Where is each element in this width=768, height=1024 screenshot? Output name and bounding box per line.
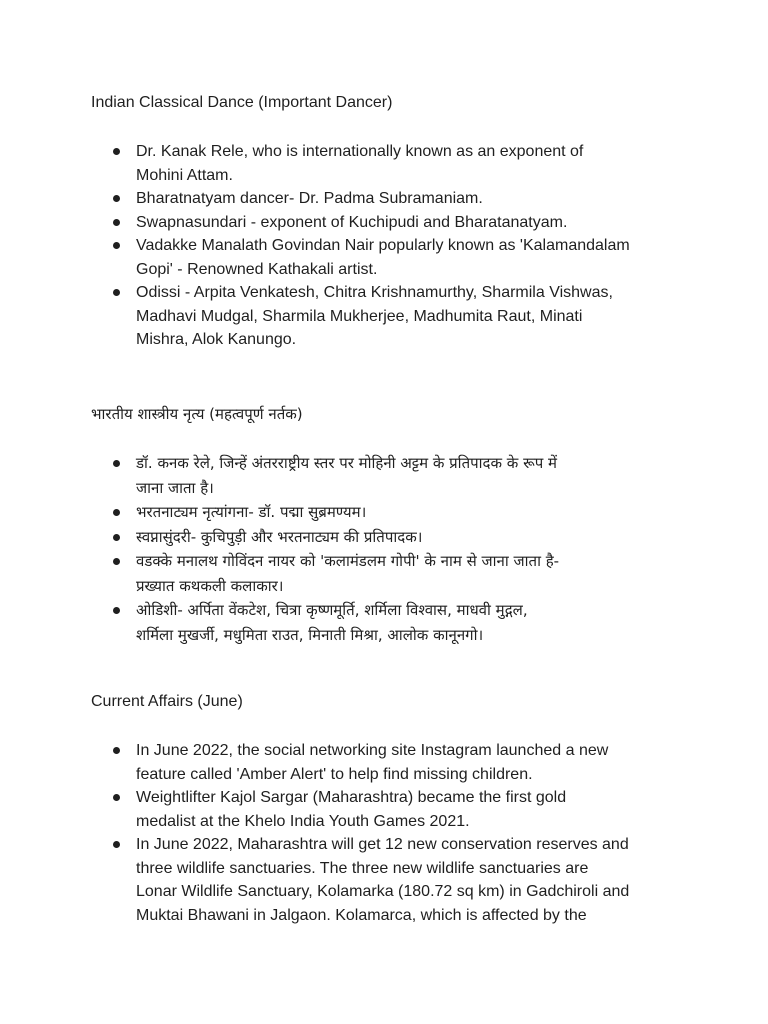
section-heading-dance-hindi: भारतीय शास्त्रीय नृत्य (महत्वपूर्ण नर्तक) xyxy=(91,405,303,423)
list-item-line: भरतनाट्यम नृत्यांगना- डॉ. पद्मा सुब्रमण्यम। xyxy=(136,503,367,521)
list-item-line: medalist at the Khelo India Youth Games 2021. xyxy=(136,812,470,830)
list-item-line: Dr. Kanak Rele, who is internationally known as an exponent of xyxy=(136,143,584,160)
list-item-line: डॉ. कनक रेले, जिन्हें अंतरराष्ट्रीय स्तर पर मोहिनी अट्टम के प्रतिपादक के रूप में xyxy=(136,454,557,472)
list-item-line: Vadakke Manalath Govindan Nair popularly known as 'Kalamandalam xyxy=(136,237,630,254)
list-item xyxy=(112,833,672,927)
list-item xyxy=(112,549,672,598)
list-item-line: three wildlife sanctuaries. The three new wildlife sanctuaries are xyxy=(136,859,589,877)
list-item xyxy=(112,234,672,281)
list-item-line: Mohini Attam. xyxy=(136,166,233,184)
list-item-line: Lonar Wildlife Sanctuary, Kolamarka (180.72 sq km) in Gadchiroli and xyxy=(136,883,630,900)
list-item-line: जाना जाता है। xyxy=(136,478,214,497)
list-item-line: Swapnasundari - exponent of Kuchipudi and Bharatanatyam. xyxy=(136,213,568,231)
list-item-line: Muktai Bhawani in Jalgaon. Kolamarca, which is affected by the xyxy=(136,906,587,924)
dance-english-list xyxy=(112,140,672,352)
list-item-line: प्रख्यात कथकली कलाकार। xyxy=(136,576,284,595)
list-item xyxy=(112,281,672,352)
section-heading-current-affairs: Current Affairs (June) xyxy=(91,693,243,710)
current-affairs-list xyxy=(112,739,672,927)
list-item-line: Mishra, Alok Kanungo. xyxy=(136,331,297,348)
list-item xyxy=(112,211,672,235)
list-item xyxy=(112,598,672,647)
list-item xyxy=(112,187,672,211)
dance-hindi-list xyxy=(112,451,672,647)
list-item-line: Odissi - Arpita Venkatesh, Chitra Krishnamurthy, Sharmila Vishwas, xyxy=(136,284,613,301)
list-item-line: Weightlifter Kajol Sargar (Maharashtra) became the first gold xyxy=(136,789,567,806)
list-item xyxy=(112,140,672,187)
list-item xyxy=(112,525,672,550)
list-item xyxy=(112,451,672,500)
list-item-line: Madhavi Mudgal, Sharmila Mukherjee, Madhumita Raut, Minati xyxy=(136,307,583,325)
list-item-line: शर्मिला मुखर्जी, मधुमिता राउत, मिनाती मिश्रा, आलोक कानूनगो। xyxy=(136,625,484,644)
list-item xyxy=(112,786,672,833)
list-item-line: Gopi' - Renowned Kathakali artist. xyxy=(136,260,378,278)
list-item-line: Bharatnatyam dancer- Dr. Padma Subramaniam. xyxy=(136,190,483,207)
list-item-line: वडक्के मनालथ गोविंदन नायर को 'कलामंडलम गोपी' के नाम से जाना जाता है- xyxy=(136,552,560,570)
list-item-line: ओडिशी- अर्पिता वेंकटेश, चित्रा कृष्णमूर्ति, शर्मिला विश्वास, माधवी मुद्गल, xyxy=(136,601,528,619)
list-item-line: In June 2022, Maharashtra will get 12 new conservation reserves and xyxy=(136,836,629,853)
list-item-line: feature called 'Amber Alert' to help find missing children. xyxy=(136,765,533,783)
section-heading-dance-english: Indian Classical Dance (Important Dancer) xyxy=(91,94,393,111)
list-item-line: स्वप्नासुंदरी- कुचिपुड़ी और भरतनाट्यम की प्रतिपादक। xyxy=(136,527,423,546)
list-item xyxy=(112,500,672,525)
list-item xyxy=(112,739,672,786)
list-item-line: In June 2022, the social networking site Instagram launched a new xyxy=(136,742,609,759)
